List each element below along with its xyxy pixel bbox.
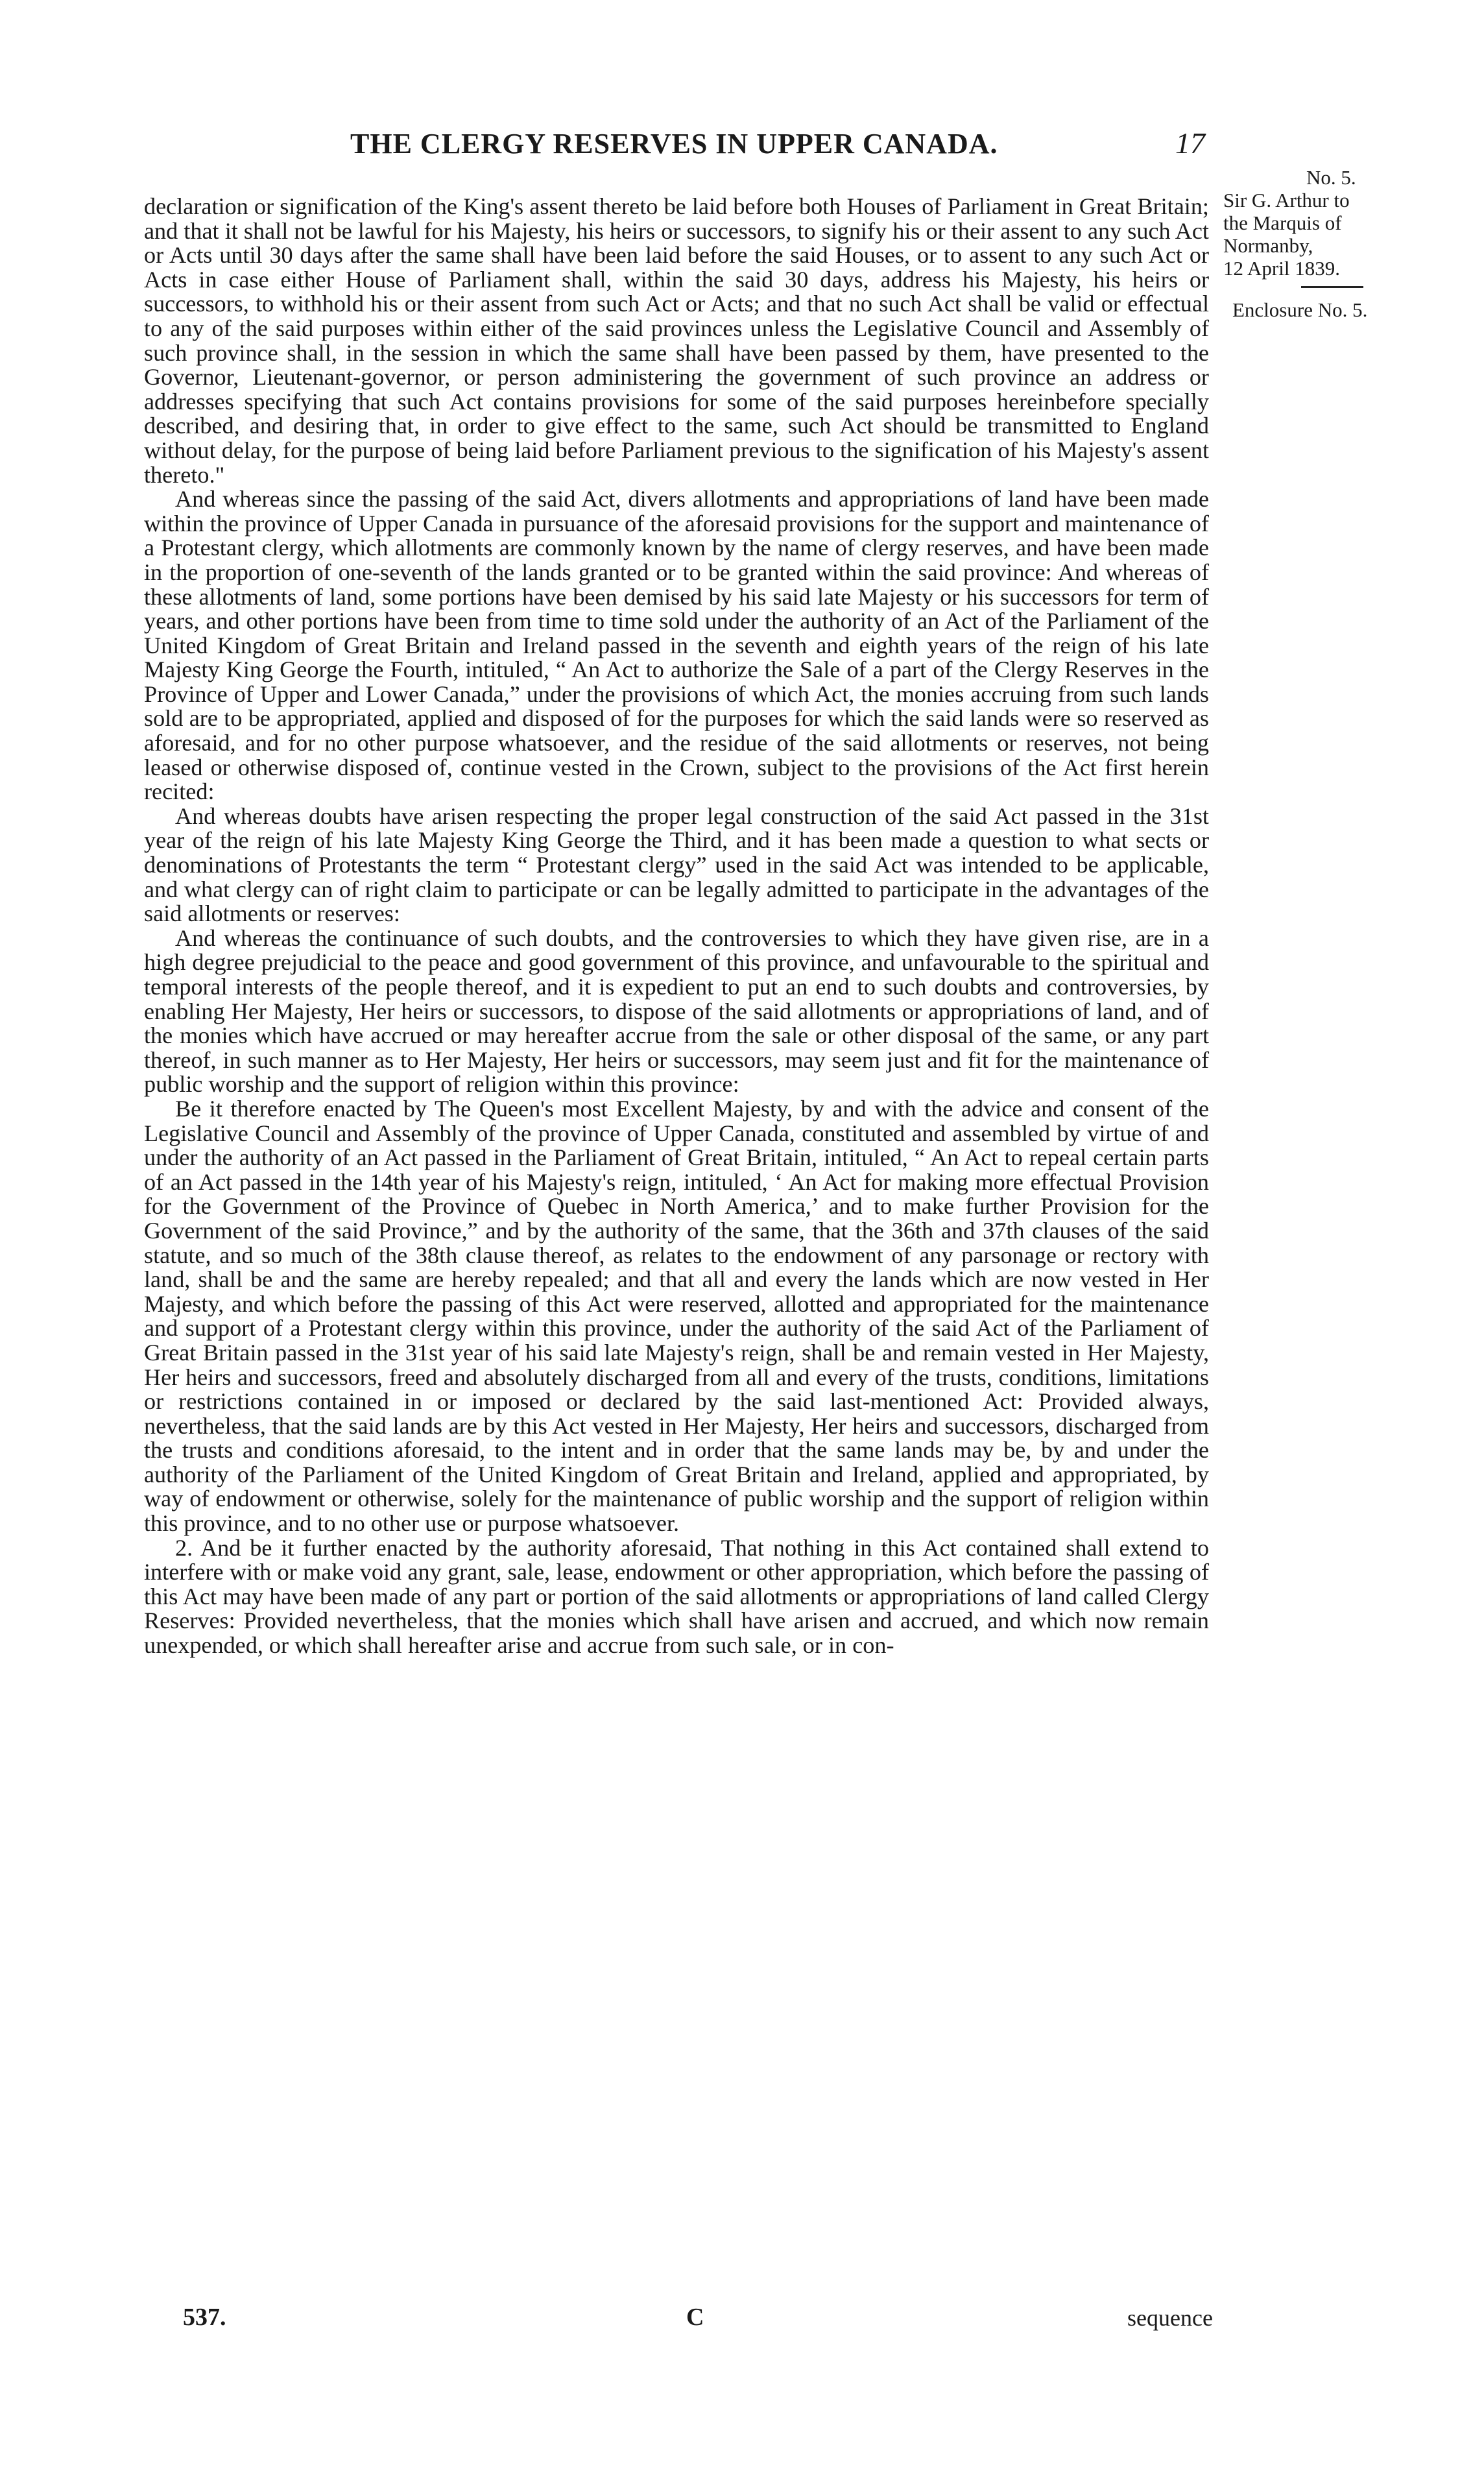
- running-head: THE CLERGY RESERVES IN UPPER CANADA.: [350, 128, 998, 160]
- margin-note-rule: [1301, 286, 1363, 288]
- paragraph: Be it therefore enacted by The Queen's most Excellent Majesty, by and with the advice and consent of the Legislative Council and Assembly of the province of Upper Canada, constituted and assembled by virtue of and under the authority of an Act passed in the Parliament of Great Britain, intituled, “ An Act to repeal certain parts of an Act passed in the 14th year of his Majesty's reign, intituled, ‘ An Act for making more effectual Provision for the Government of the Province of Quebec in North America,’ and to make further Provision for the Government of the said Province,” and by the authority of the same, that the 36th and 37th clauses of the said statute, and so much of the 38th clause thereof, as relates to the endowment of any parsonage or rectory with land, shall be and the same are hereby repealed; and that all and every the lands which are now vested in Her Majesty, and which before the passing of this Act were reserved, allotted and appropriated for the maintenance and support of a Protestant clergy within this province, under the authority of the said Act of the Parliament of Great Britain passed in the 31st year of his said late Majesty's reign, shall be and remain vested in Her Majesty, Her heirs and successors, freed and absolutely discharged from all and every of the trusts, conditions, limitations or restrictions contained in or imposed or declared by the said last-mentioned Act: Provided always, nevertheless, that the said lands are by this Act vested in Her Majesty, Her heirs and successors, discharged from the trusts and conditions aforesaid, to the intent and in order that the same lands may be, by and under the authority of the Parliament of the United Kingdom of Great Britain and Ireland, applied and appropriated, by way of endowment or otherwise, solely for the maintenance of public worship and the support of religion within this province, and to no other use or purpose whatsoever.: [144, 1095, 1209, 1537]
- page-number: 17: [1175, 126, 1205, 160]
- margin-note: [1223, 166, 1483, 321]
- margin-note-number: No. 5.: [1306, 166, 1356, 189]
- body-text: [144, 195, 1209, 1658]
- paragraph: And whereas doubts have arisen respecting the proper legal construction of the said Act passed in the 31st year of the reign of his late Majesty King George the Third, and it has been made a question to what sects or denominations of Protestants the term “ Protestant clergy” used in the said Act was intended to be applicable, and what clergy can of right claim to participate or can be legally admitted to participate in the advantages of the said allotments or reserves:: [144, 802, 1209, 927]
- margin-note-line: Normanby,: [1223, 234, 1313, 257]
- paragraph: declaration or signification of the King's assent thereto be laid before both Houses of Parliament in Great Britain; and that it shall not be lawful for his Majesty, his heirs or successors, to signify his or their assent to any such Act or Acts until 30 days after the same shall have been laid before the said Houses, or to assent to any such Act or Acts in case either House of Parliament shall, within the said 30 days, address his Majesty, his heirs or successors, to withhold his or their assent from such Act or Acts; and that no such Act shall be valid or effectual to any of the said purposes within either of the said provinces unless the Legislative Council and Assembly of such province shall, in the session in which the same shall have been passed by them, have presented to the Governor, Lieutenant-governor, or person administering the government of such province an address or addresses specifying that such Act contains provisions for some of the said purposes hereinbefore specially described, and desiring that, in order to give effect to the same, such Act should be transmitted to England without delay, for the purpose of being laid before Parliament previous to the signification of his Majesty's assent thereto.": [144, 193, 1209, 488]
- paragraph: And whereas the continuance of such doubts, and the controversies to which they have given rise, are in a high degree prejudicial to the peace and good government of this province, and unfavourable to the spiritual and temporal interests of the people thereof, and it is expedient to put an end to such doubts and controversies, by enabling Her Majesty, Her heirs or successors, to dispose of the said allotments or appropriations of land, and of the monies which have accrued or may hereafter accrue from the sale or other disposal of the same, or any part thereof, in such manner as to Her Majesty, Her heirs or successors, may seem just and fit for the maintenance of public worship and the support of religion within this province:: [144, 924, 1209, 1098]
- paragraph: 2. And be it further enacted by the authority aforesaid, That nothing in this Act contained shall extend to interfere with or make void any grant, sale, lease, endowment or other appropriation, which before the passing of this Act may have been made of any part or portion of the said allotments or appropriations of land called Clergy Reserves: Provided nevertheless, that the monies which shall have arisen and accrued, and which now remain unexpended, or which shall hereafter arise and accrue from such sale, or in con-: [144, 1534, 1209, 1659]
- margin-note-date: 12 April 1839.: [1223, 257, 1340, 280]
- gathering-letter: C: [686, 2304, 704, 2331]
- margin-note-enclosure: Enclosure No. 5.: [1232, 298, 1368, 321]
- margin-note-line: Sir G. Arthur to: [1223, 189, 1350, 211]
- paragraph: And whereas since the passing of the said Act, divers allotments and appropriations of land have been made within the province of Upper Canada in pursuance of the aforesaid provisions for the support and maintenance of a Protestant clergy, which allotments are commonly known by the name of clergy reserves, and have been made in the proportion of one-seventh of the lands granted or to be granted within the said province: And whereas of these allotments of land, some portions have been demised by his said late Majesty or his successors for term of years, and other portions have been from time to time sold under the authority of an Act of the Parliament of the United Kingdom of Great Britain and Ireland passed in the seventh and eighth years of the reign of his late Majesty King George the Fourth, intituled, “ An Act to authorize the Sale of a part of the Clergy Reserves in the Province of Upper and Lower Canada,” under the provisions of which Act, the monies accruing from such lands sold are to be appropriated, applied and disposed of for the purposes for which the said lands were so reserved as aforesaid, and for no other purpose whatsoever, and the residue of the said allotments or reserves, not being leased or otherwise disposed of, continue vested in the Crown, subject to the provisions of the Act first herein recited:: [144, 486, 1209, 805]
- catchword: sequence: [1127, 2305, 1213, 2331]
- margin-note-line: the Marquis of: [1223, 211, 1342, 234]
- signature-mark: 537.: [183, 2304, 226, 2331]
